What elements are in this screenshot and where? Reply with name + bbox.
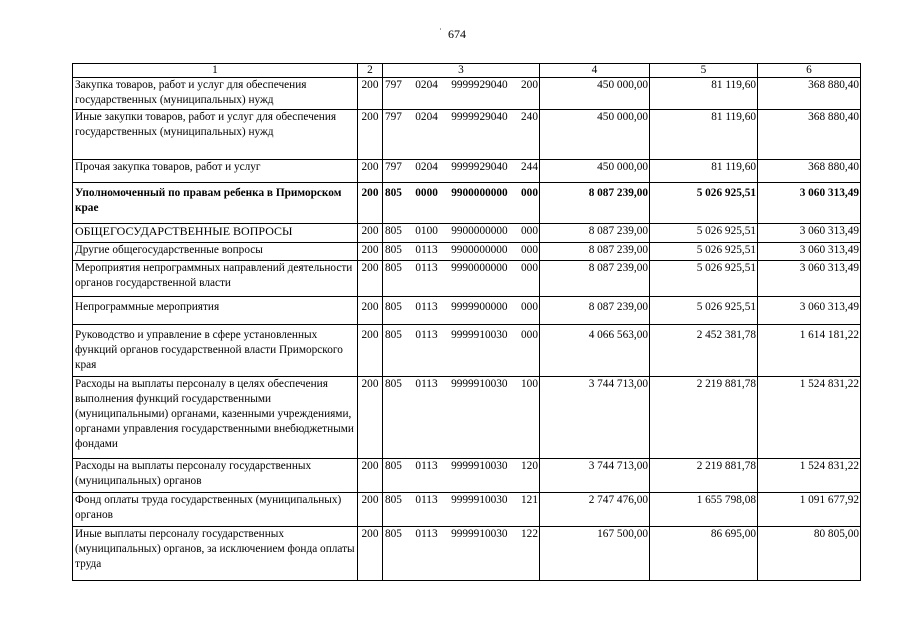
table-row	[73, 78, 861, 110]
section-code: 0113	[415, 460, 438, 472]
row-code-2: 200	[358, 243, 383, 261]
row-name: Расходы на выплаты персоналу государственных (муниципальных) органов	[73, 459, 358, 493]
row-value-4: 450 000,00	[540, 110, 650, 160]
table-row	[73, 325, 861, 377]
table-row	[73, 297, 861, 325]
row-code-3	[383, 459, 540, 493]
row-code-2: 200	[358, 261, 383, 297]
row-value-4: 8 087 239,00	[540, 243, 650, 261]
ved-code: 805	[385, 244, 402, 256]
type-code: 244	[521, 161, 538, 173]
section-code: 0113	[415, 262, 438, 274]
ved-code: 797	[385, 111, 402, 123]
row-code-3	[383, 160, 540, 183]
ved-code: 805	[385, 301, 402, 313]
row-code-3	[383, 527, 540, 581]
row-value-5: 2 219 881,78	[650, 459, 758, 493]
column-header: 1	[73, 64, 358, 78]
row-code-2: 200	[358, 297, 383, 325]
row-code-3	[383, 493, 540, 527]
row-code-2: 200	[358, 110, 383, 160]
section-code: 0113	[415, 378, 438, 390]
column-header: 5	[650, 64, 758, 78]
section-code: 0113	[415, 494, 438, 506]
row-value-5: 2 452 381,78	[650, 325, 758, 377]
ved-code: 805	[385, 378, 402, 390]
row-value-6: 3 060 313,49	[758, 243, 861, 261]
target-code: 9990000000	[451, 262, 508, 274]
column-header: 3	[383, 64, 540, 78]
ved-code: 805	[385, 494, 402, 506]
ved-code: 805	[385, 262, 402, 274]
row-value-5: 5 026 925,51	[650, 224, 758, 243]
row-name: Фонд оплаты труда государственных (муниципальных) органов	[73, 493, 358, 527]
row-value-5: 81 119,60	[650, 78, 758, 110]
section-code: 0204	[415, 111, 438, 123]
column-header: 4	[540, 64, 650, 78]
row-value-5: 81 119,60	[650, 110, 758, 160]
row-value-4: 2 747 476,00	[540, 493, 650, 527]
row-code-2: 200	[358, 527, 383, 581]
section-code: 0113	[415, 329, 438, 341]
ved-code: 797	[385, 161, 402, 173]
row-code-2: 200	[358, 160, 383, 183]
row-name: Расходы на выплаты персоналу в целях обеспечения выполнения функций государственными (муниципальными) органами, казенными учреждениями, органами управления государственными внебюджетными фондами	[73, 377, 358, 459]
type-code: 122	[521, 528, 538, 540]
row-value-4: 450 000,00	[540, 160, 650, 183]
row-value-6: 3 060 313,49	[758, 183, 861, 224]
row-code-3	[383, 325, 540, 377]
row-value-5: 1 655 798,08	[650, 493, 758, 527]
row-value-6: 368 880,40	[758, 78, 861, 110]
row-name: Прочая закупка товаров, работ и услуг	[73, 160, 358, 183]
row-value-6: 80 805,00	[758, 527, 861, 581]
row-code-3	[383, 224, 540, 243]
row-value-6: 3 060 313,49	[758, 261, 861, 297]
row-value-4: 8 087 239,00	[540, 183, 650, 224]
type-code: 000	[521, 262, 538, 274]
row-code-3	[383, 183, 540, 224]
type-code: 000	[521, 187, 538, 199]
row-code-2: 200	[358, 224, 383, 243]
row-code-3	[383, 78, 540, 110]
row-code-2: 200	[358, 377, 383, 459]
target-code: 9999910030	[451, 494, 508, 506]
row-value-4: 4 066 563,00	[540, 325, 650, 377]
table-row	[73, 261, 861, 297]
type-code: 200	[521, 79, 538, 91]
target-code: 9900000000	[451, 244, 508, 256]
ved-code: 805	[385, 329, 402, 341]
type-code: 000	[521, 225, 538, 237]
row-code-3	[383, 377, 540, 459]
row-value-5: 5 026 925,51	[650, 183, 758, 224]
section-code: 0113	[415, 528, 438, 540]
row-name	[73, 183, 358, 224]
table-row	[73, 243, 861, 261]
row-name-text: Уполномоченный по правам ребенка в Приморском крае	[75, 187, 342, 214]
row-value-5: 5 026 925,51	[650, 243, 758, 261]
row-name: Закупка товаров, работ и услуг для обеспечения государственных (муниципальных) нужд	[73, 78, 358, 110]
type-code: 000	[521, 301, 538, 313]
page-number	[0, 27, 905, 42]
table-row	[73, 110, 861, 160]
row-value-4: 3 744 713,00	[540, 459, 650, 493]
row-name: Руководство и управление в сфере установленных функций органов государственной власти Приморского края	[73, 325, 358, 377]
ved-code: 805	[385, 460, 402, 472]
ved-code: 805	[385, 225, 402, 237]
column-header: 2	[358, 64, 383, 78]
ved-code: 805	[385, 187, 402, 199]
row-code-2: 200	[358, 459, 383, 493]
row-code-2: 200	[358, 325, 383, 377]
row-name: Непрограммные мероприятия	[73, 297, 358, 325]
row-name: Иные закупки товаров, работ и услуг для обеспечения государственных (муниципальных) нужд	[73, 110, 358, 160]
section-code: 0113	[415, 301, 438, 313]
table-row	[73, 459, 861, 493]
target-code: 9900000000	[451, 187, 508, 199]
target-code: 9999910030	[451, 378, 508, 390]
table-row	[73, 527, 861, 581]
type-code: 120	[521, 460, 538, 472]
type-code: 000	[521, 244, 538, 256]
row-name: ОБЩЕГОСУДАРСТВЕННЫЕ ВОПРОСЫ	[73, 224, 358, 243]
row-value-5: 81 119,60	[650, 160, 758, 183]
row-code-2: 200	[358, 493, 383, 527]
ved-code: 805	[385, 528, 402, 540]
section-code: 0100	[415, 225, 438, 237]
row-value-4: 8 087 239,00	[540, 297, 650, 325]
row-value-5: 5 026 925,51	[650, 261, 758, 297]
table-row	[73, 377, 861, 459]
row-code-3	[383, 261, 540, 297]
row-name: Иные выплаты персоналу государственных (муниципальных) органов, за исключением фонда оплаты труда	[73, 527, 358, 581]
ved-code: 797	[385, 79, 402, 91]
column-header: 6	[758, 64, 861, 78]
row-value-4: 8 087 239,00	[540, 224, 650, 243]
section-code: 0204	[415, 79, 438, 91]
row-value-5: 5 026 925,51	[650, 297, 758, 325]
target-code: 9999910030	[451, 460, 508, 472]
type-code: 000	[521, 329, 538, 341]
section-code: 0113	[415, 244, 438, 256]
row-value-6: 1 524 831,22	[758, 377, 861, 459]
table-row-total	[73, 183, 861, 224]
row-code-3	[383, 297, 540, 325]
type-code: 121	[521, 494, 538, 506]
row-value-5: 2 219 881,78	[650, 377, 758, 459]
row-code-2: 200	[358, 183, 383, 224]
target-code: 9999900000	[451, 301, 508, 313]
section-code: 0000	[415, 187, 438, 199]
target-code: 9999929040	[451, 161, 508, 173]
target-code: 9900000000	[451, 225, 508, 237]
row-value-4: 8 087 239,00	[540, 261, 650, 297]
budget-table	[72, 63, 861, 581]
row-value-5: 86 695,00	[650, 527, 758, 581]
row-value-4: 167 500,00	[540, 527, 650, 581]
row-code-2: 200	[358, 78, 383, 110]
type-code: 100	[521, 378, 538, 390]
row-name: Мероприятия непрограммных направлений деятельности органов государственной власти	[73, 261, 358, 297]
target-code: 9999929040	[451, 111, 508, 123]
table-row	[73, 224, 861, 243]
row-value-6: 1 614 181,22	[758, 325, 861, 377]
target-code: 9999910030	[451, 329, 508, 341]
page-mark: ˙	[439, 27, 442, 37]
row-value-6: 368 880,40	[758, 110, 861, 160]
row-value-6: 368 880,40	[758, 160, 861, 183]
page-number-text: 674	[448, 27, 466, 41]
table-row	[73, 160, 861, 183]
row-value-6: 3 060 313,49	[758, 224, 861, 243]
type-code: 240	[521, 111, 538, 123]
target-code: 9999910030	[451, 528, 508, 540]
table-row	[73, 493, 861, 527]
row-value-6: 1 524 831,22	[758, 459, 861, 493]
row-value-4: 3 744 713,00	[540, 377, 650, 459]
row-name: Другие общегосударственные вопросы	[73, 243, 358, 261]
row-code-3	[383, 110, 540, 160]
table-header-row	[73, 64, 861, 78]
row-value-4: 450 000,00	[540, 78, 650, 110]
row-value-6: 1 091 677,92	[758, 493, 861, 527]
section-code: 0204	[415, 161, 438, 173]
target-code: 9999929040	[451, 79, 508, 91]
row-code-3	[383, 243, 540, 261]
row-value-6: 3 060 313,49	[758, 297, 861, 325]
